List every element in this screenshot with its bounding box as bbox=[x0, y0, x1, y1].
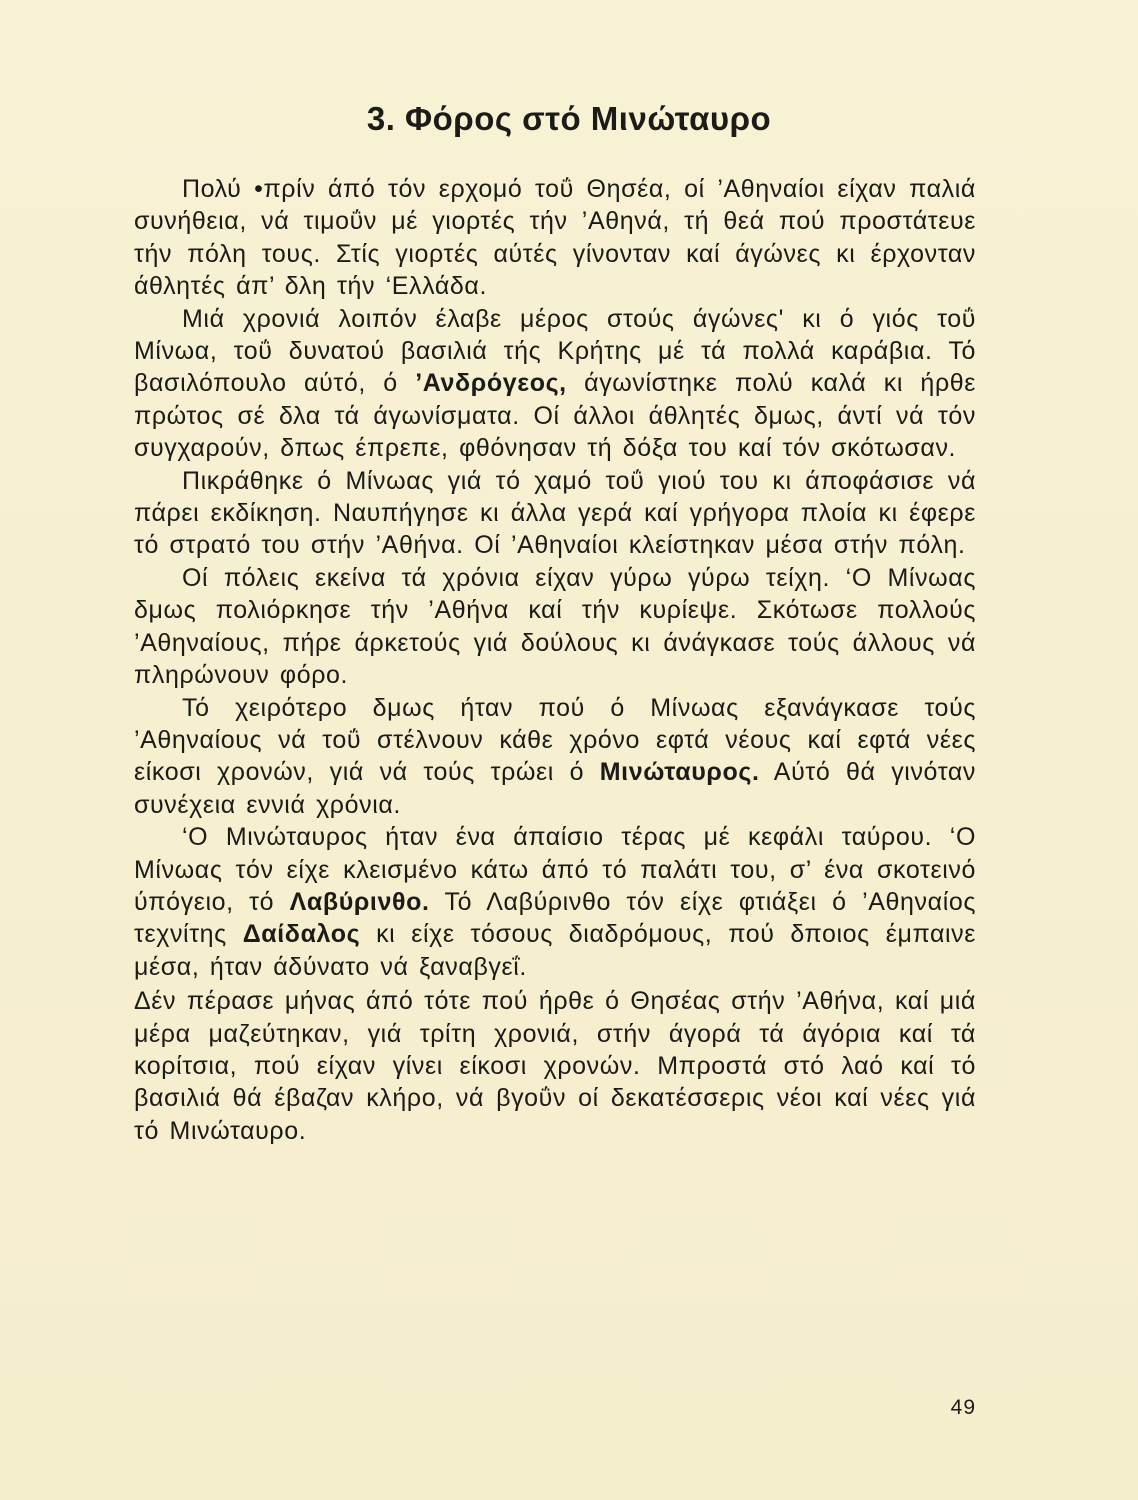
text-run: Τό Λαβύρινθο τόν είχε φτιάξει ό ’Αθηναίος τεχνίτης bbox=[134, 887, 977, 949]
text-run: Αύτό θά γινόταν συνέχεια εννιά χρόνια. bbox=[134, 758, 976, 819]
paragraph-4 bbox=[134, 562, 976, 692]
chapter-title: 3. Φόρος στό Μινώταυρο bbox=[366, 100, 772, 137]
paragraph-6 bbox=[134, 821, 976, 983]
paragraph-2 bbox=[134, 303, 976, 465]
paragraph-7 bbox=[134, 985, 976, 1147]
text-run: ‘Ο Μινώταυρος ήταν ένα άπαίσιο τέρας μέ κεφάλι ταύρου. ‘Ο Μίνωας τόν είχε κλεισμένο κάτω άπό τό παλάτι του, σ’ ένα σκοτεινό ύπόγειο, τό bbox=[134, 823, 976, 916]
paragraph-1 bbox=[134, 173, 976, 303]
text-run: Οί πόλεις εκείνα τά χρόνια είχαν γύρω γύρω τείχη. ‘Ο Μίνωας δμως πολιόρκησε τήν ’Αθήνα καί τήν κυρίεψε. Σκότωσε πολλούς ’Αθηναίους, πήρε άρκετούς γιά δούλους κι άνάγκασε τούς άλλους νά πληρώνουν φόρο. bbox=[134, 563, 976, 690]
text-run: άγωνίστηκε πολύ καλά κι ήρθε πρώτος σέ δλα τά άγωνίσματα. Οί άλλοι άθλητές δμως, άντί νά τόν συγχαρούν, δπως έπρεπε, φθόνησαν τή δόξα του καί τόν σκότωσαν. bbox=[134, 369, 977, 463]
paragraph-5 bbox=[134, 692, 976, 822]
chapter-body bbox=[134, 173, 976, 1147]
page-number: 49 bbox=[950, 1396, 976, 1419]
bold-term-labyrinth: Λαβύρινθο. bbox=[289, 887, 430, 916]
text-run: Δέν πέρασε μήνας άπό τότε πού ήρθε ό Θησέας στήν ’Αθήνα, καί μιά μέρα μαζεύτηκαν, γιά τρίτη χρονιά, στήν άγορά τά άγόρια καί τά κορίτσια, πού είχαν γίνει είκοσι χρονών. Μπροστά στό λαό καί τό βασιλιά θά έβαζαν κλήρο, νά βγοΰν οί δεκατέσσερις νέοι καί νέες γιά τό Μινώταυρο. bbox=[134, 987, 976, 1145]
paragraph-3 bbox=[134, 465, 976, 562]
text-run: Πικράθηκε ό Μίνωας γιά τό χαμό τοΰ γιού του κι άποφάσισε νά πάρει εκδίκηση. Ναυπήγησε κι άλλα γερά καί γρήγορα πλοία κι έφερε τό στρατό του στήν ’Αθήνα. Οί ’Αθηναίοι κλείστηκαν μέσα στήν πόλη. bbox=[134, 466, 976, 560]
text-run: Τό χειρότερο δμως ήταν πού ό Μίνωας εξανάγκασε τούς ’Αθηναίους νά τοΰ στέλνουν κάθε χρόνο εφτά νέους καί εφτά νέες είκοσι χρονών, γιά νά τούς τρώει ό bbox=[134, 693, 976, 787]
text-run: κι είχε τόσους διαδρόμους, πού δποιος έμπαινε μέσα, ήταν άδύνατο νά ξαναβγεΐ. bbox=[134, 920, 977, 981]
bold-term-daedalus: Δαίδαλος bbox=[242, 920, 361, 949]
bold-term-minotaur: Μινώταυρος. bbox=[599, 758, 760, 787]
text-run: Μιά χρονιά λοιπόν έλαβε μέρος στούς άγώνες' κι ό γιός τοΰ Μίνωα, τοΰ δυνατού βασιλιά τής Κρήτης μέ τά πολλά καράβια. Τό βασιλόπουλο αύτό, ό bbox=[134, 304, 976, 398]
text-run: Πολύ •πρίν άπό τόν ερχομό τοΰ Θησέα, οί ’Αθηναίοι είχαν παλιά συνήθεια, νά τιμοΰν μέ γιορτές τήν ’Αθηνά, τή θεά πού προστάτευε τήν πόλη τους. Στίς γιορτές αύτές γίνονταν καί άγώνες κι έρχονταν άθλητές άπ’ δλη τήν ‘Ελλάδα. bbox=[134, 175, 976, 301]
bold-term-androgeos: ’Ανδρόγεος, bbox=[415, 369, 567, 398]
